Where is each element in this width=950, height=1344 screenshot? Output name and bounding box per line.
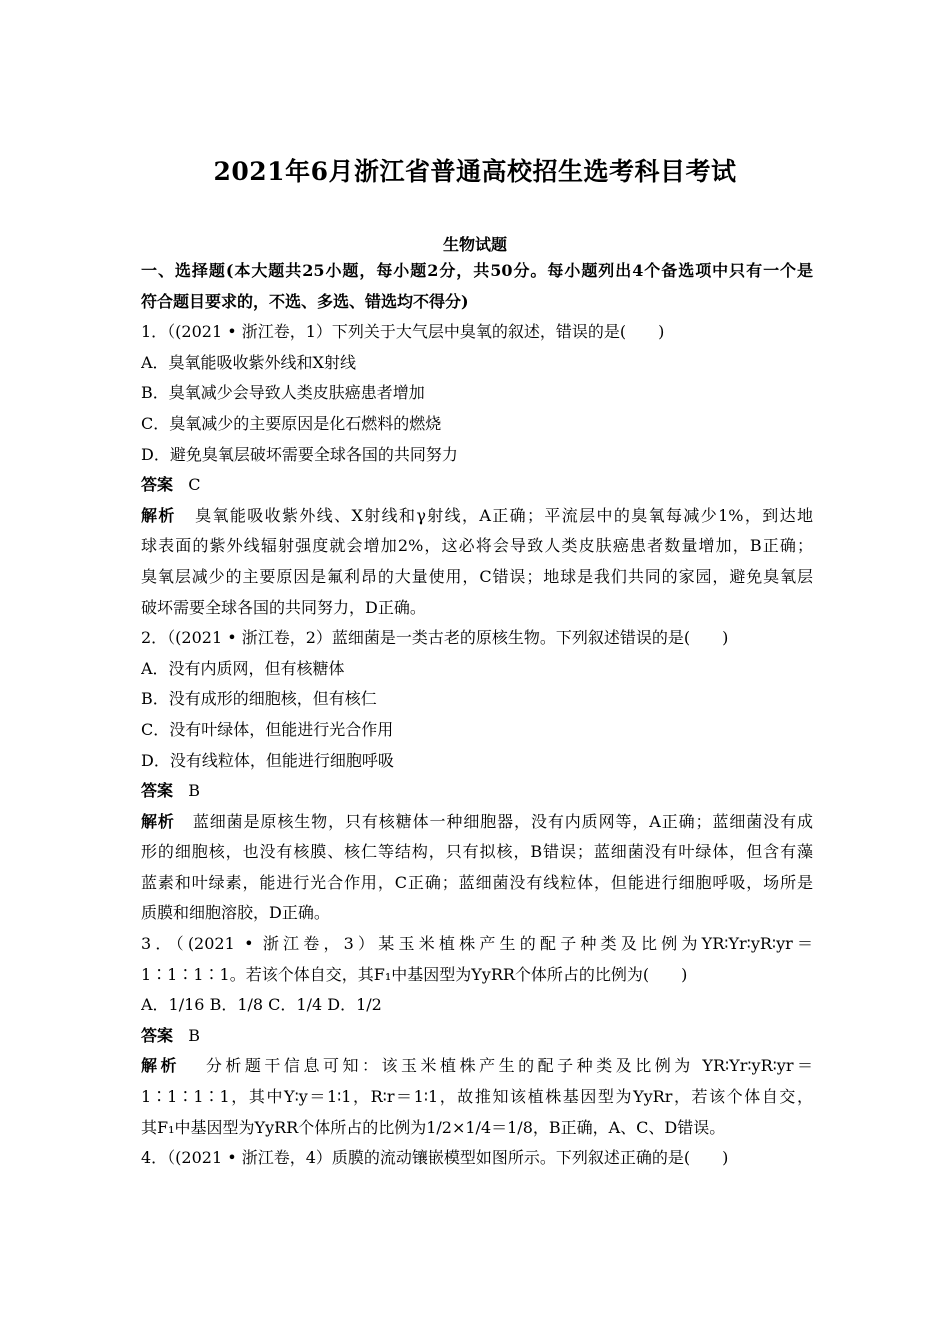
question-1-answer [141,470,813,501]
question-1-option-a: A．臭氧能吸收紫外线和X射线 [141,352,356,372]
question-2-option-b: B．没有成形的细胞核，但有核仁 [141,689,377,709]
question-3-analysis-line-2: 1∶1∶1∶1，其中Y∶y＝1∶1，R∶r＝1∶1，故推知该植株基因型为YyRr，若该个体自交， [141,1087,813,1107]
analysis-label: 解析 [141,811,175,831]
section-heading-line-2: 符合题目要求的，不选、多选、错选均不得分) [141,291,469,311]
question-2-stem: 2．（(2021 • 浙江卷，2）蓝细菌是一类古老的原核生物。下列叙述错误的是( ) [141,628,729,648]
answer-value: B [188,1025,201,1045]
question-3-options: A．1/16 B．1/8 C．1/4 D．1/2 [141,995,382,1015]
question-1-analysis-line-3: 臭氧层减少的主要原因是氟利昂的大量使用，C错误；地球是我们共同的家园，避免臭氧层 [141,566,813,586]
question-2-analysis-line-4: 质膜和细胞溶胶，D正确。 [141,903,330,923]
question-2-analysis-line-3: 蓝素和叶绿素，能进行光合作用，C正确；蓝细菌没有线粒体，但能进行细胞呼吸，场所是 [141,872,813,892]
section-heading-line-1: 一、选择题(本大题共25小题，每小题2分，共50分。每小题列出4个备选项中只有一个是 [141,261,813,280]
question-1-option-b: B．臭氧减少会导致人类皮肤癌患者增加 [141,383,425,403]
question-3-stem-line-2: 1∶1∶1∶1。若该个体自交，其F₁中基因型为YyRR个体所占的比例为( ) [141,964,688,984]
question-3-analysis-line-3: 其F₁中基因型为YyRR个体所占的比例为1/2×1/4＝1/8，B正确，A、C、D错误。 [141,1117,726,1137]
document-body [141,256,813,1174]
answer-label: 答案 [141,475,174,495]
analysis-label: 解析 [141,505,176,525]
answer-label: 答案 [141,1025,174,1045]
page-subtitle: 生物试题 [442,235,507,254]
question-2-analysis-line-1 [141,807,813,838]
question-2-analysis-line-2: 形的细胞核，也没有核膜、核仁等结构，只有拟核，B错误；蓝细菌没有叶绿体，但含有藻 [141,842,813,862]
question-2-option-d: D．没有线粒体，但能进行细胞呼吸 [141,750,394,770]
analysis-text: 蓝细菌是原核生物，只有核糖体一种细胞器，没有内质网等，A正确；蓝细菌没有成 [192,811,813,831]
question-2-answer [141,776,813,807]
question-1-analysis-line-2: 球表面的紫外线辐射强度就会增加2%，这必将会导致人类皮肤癌患者数量增加，B正确； [141,536,813,556]
page-title: 2021年6月浙江省普通高校招生选考科目考试 [213,157,737,186]
question-1-analysis-line-4: 破坏需要全球各国的共同努力，D正确。 [141,597,426,617]
analysis-text: 分析题干信息可知：该玉米植株产生的配子种类及比例为 YR∶Yr∶yR∶yr＝ [205,1056,813,1076]
question-2-option-c: C．没有叶绿体，但能进行光合作用 [141,719,394,739]
question-1-option-d: D．避免臭氧层破坏需要全球各国的共同努力 [141,444,458,464]
answer-value: C [188,475,201,495]
question-1-stem: 1．（(2021 • 浙江卷，1）下列关于大气层中臭氧的叙述，错误的是( ) [141,322,665,342]
answer-value: B [188,781,201,801]
analysis-label: 解析 [141,1056,181,1076]
answer-label: 答案 [141,781,174,801]
question-3-answer [141,1021,813,1052]
question-2-option-a: A．没有内质网，但有核糖体 [141,658,345,678]
question-3-analysis-line-1 [141,1051,813,1082]
question-1-analysis-line-1 [141,501,813,532]
question-3-stem-line-1: 3．（(2021 • 浙江卷，3）某玉米植株产生的配子种类及比例为YR∶Yr∶yR∶yr＝ [141,934,813,954]
question-4-stem: 4．（(2021 • 浙江卷，4）质膜的流动镶嵌模型如图所示。下列叙述正确的是( ) [141,1148,729,1168]
question-1-option-c: C．臭氧减少的主要原因是化石燃料的燃烧 [141,413,442,433]
analysis-text: 臭氧能吸收紫外线、X射线和γ射线，A正确；平流层中的臭氧每减少1%，到达地 [195,505,813,525]
